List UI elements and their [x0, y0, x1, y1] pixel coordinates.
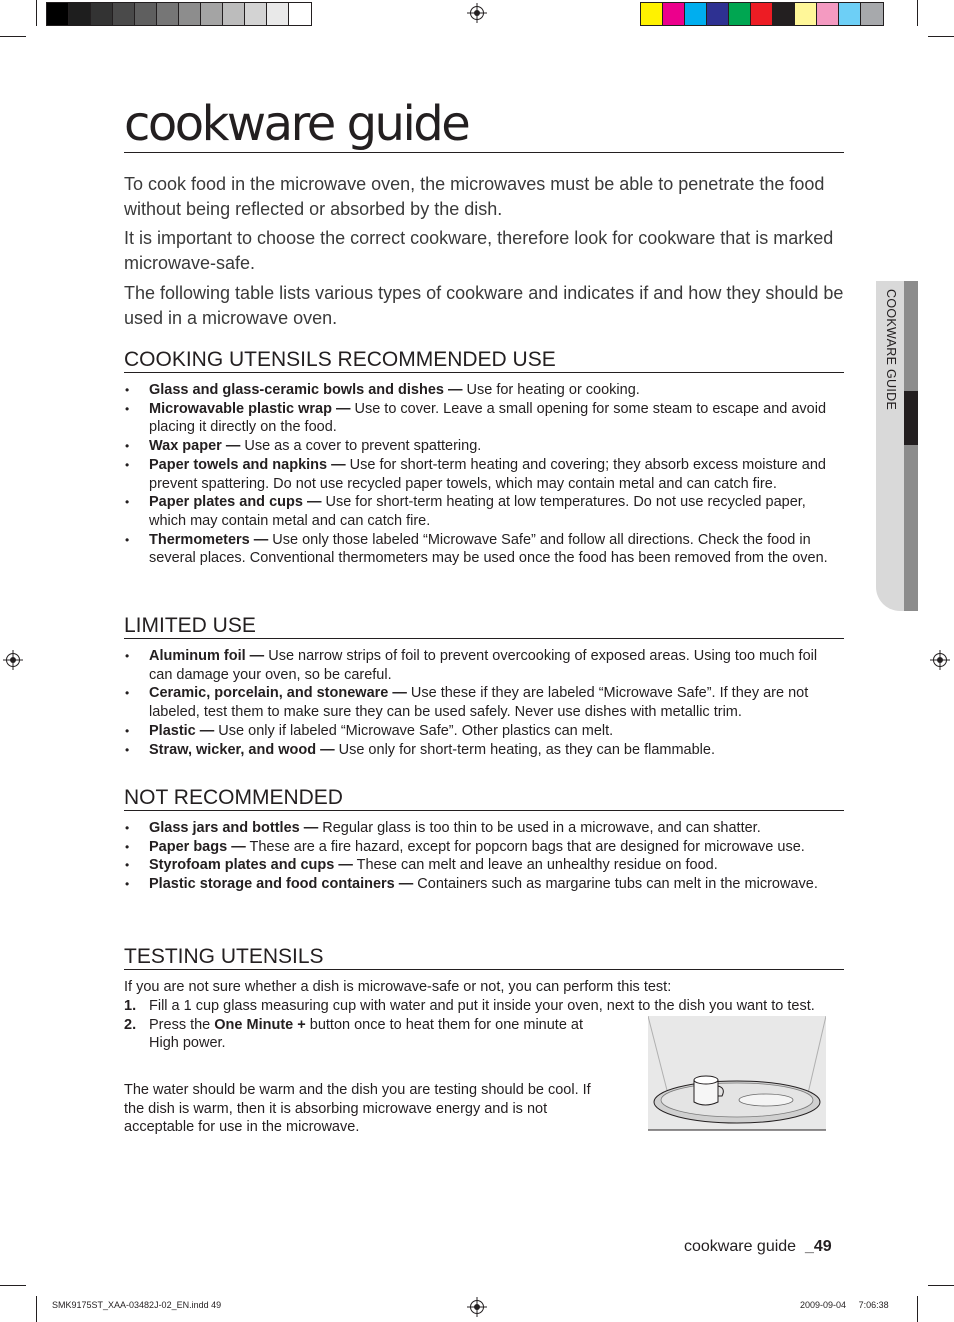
item-term: Plastic storage and food containers —	[149, 876, 414, 893]
section-heading-recommended: COOKING UTENSILS RECOMMENDED USE	[124, 347, 844, 373]
color-swatch	[729, 3, 751, 25]
item-text: These are a fire hazard, except for popcorn bags that are designed for microwave use.	[245, 838, 805, 855]
recommended-list	[124, 381, 844, 568]
registration-mark-icon	[467, 1297, 487, 1317]
list-item	[124, 437, 844, 456]
item-term: Wax paper —	[149, 438, 241, 455]
item-text: Use for heating or cooking.	[462, 382, 640, 398]
color-swatch	[861, 3, 883, 25]
step-text: Press the	[149, 1016, 215, 1033]
list-item	[124, 531, 844, 568]
bullet-icon: •	[125, 532, 130, 547]
list-item	[124, 856, 844, 875]
item-term: Glass and glass-ceramic bowls and dishes —	[149, 382, 463, 398]
color-swatch	[289, 3, 311, 25]
step-item	[124, 1016, 609, 1053]
crop-mark-bottom-left-v	[36, 1296, 37, 1322]
list-item	[124, 493, 844, 530]
side-tab-active-marker	[904, 391, 918, 445]
color-swatch	[223, 3, 245, 25]
list-item	[124, 400, 844, 437]
not-recommended-list	[124, 819, 844, 894]
registration-mark-icon	[3, 650, 23, 670]
side-tab-bar	[904, 281, 918, 611]
item-text: Use these if they are labeled “Microwave Safe”. If they are not labeled, test them to make sure they can be used safely. Never use dishes with metallic trim.	[149, 685, 809, 721]
list-item	[124, 456, 844, 493]
color-swatch	[47, 3, 69, 25]
item-text: Use only if labeled “Microwave Safe”. Other plastics can melt.	[214, 722, 614, 739]
step-number: 1.	[124, 998, 137, 1014]
item-text: Use as a cover to prevent spattering.	[240, 438, 482, 455]
crop-mark-bottom-right-v	[917, 1296, 918, 1322]
list-item	[124, 722, 844, 741]
step-item	[124, 997, 844, 1016]
page-folio	[684, 1238, 832, 1256]
color-swatch	[245, 3, 267, 25]
list-item	[124, 741, 844, 760]
bullet-icon: •	[125, 742, 130, 757]
list-item	[124, 875, 844, 894]
section-heading-limited: LIMITED USE	[124, 613, 844, 639]
bullet-icon: •	[125, 401, 130, 416]
color-swatch	[773, 3, 795, 25]
page-title-text: cookware guide	[124, 96, 469, 152]
bullet-icon: •	[125, 723, 130, 738]
color-swatch	[795, 3, 817, 25]
crop-mark-top-right-v	[917, 0, 918, 26]
bullet-icon: •	[125, 383, 130, 397]
color-swatch	[135, 3, 157, 25]
item-term: Paper towels and napkins —	[149, 456, 346, 473]
list-item	[124, 647, 844, 684]
intro-paragraph: To cook food in the microwave oven, the microwaves must be able to penetrate the food without being reflected or absorbed by the dish.	[124, 174, 825, 219]
microwave-turntable-illustration	[648, 1016, 826, 1132]
bullet-icon: •	[125, 858, 130, 873]
list-item	[124, 838, 844, 857]
color-swatch	[817, 3, 839, 25]
crop-mark-top-right-h	[928, 36, 954, 37]
list-item	[124, 684, 844, 721]
color-swatch	[685, 3, 707, 25]
file-slug: SMK9175ST_XAA-03482J-02_EN.indd 49	[52, 1300, 222, 1310]
item-term: Paper bags —	[149, 838, 246, 855]
item-term: Styrofoam plates and cups —	[149, 857, 353, 874]
intro-paragraph: It is important to choose the correct cookware, therefore look for cookware that is marked microwave-safe.	[124, 228, 834, 273]
bullet-icon: •	[125, 877, 130, 892]
section-heading-not-recommended: NOT RECOMMENDED	[124, 785, 844, 811]
color-swatch	[707, 3, 729, 25]
item-term: Aluminum foil —	[149, 648, 265, 664]
bullet-icon: •	[125, 439, 130, 454]
item-text: Use to cover. Leave a small opening for some steam to escape and avoid placing it directly on the food.	[149, 400, 827, 436]
item-term: Straw, wicker, and wood —	[149, 741, 335, 758]
color-swatch	[69, 3, 91, 25]
section-heading-testing: TESTING UTENSILS	[124, 944, 844, 970]
color-swatch	[91, 3, 113, 25]
crop-mark-bottom-right-h	[928, 1285, 954, 1286]
bullet-icon: •	[125, 457, 130, 472]
item-term: Microwavable plastic wrap —	[149, 400, 351, 417]
crop-mark-top-left-v	[36, 0, 37, 26]
item-text: Use only those labeled “Microwave Safe” and follow all directions. Check the food in several places. Conventional thermometers may be used once the food has been removed from the oven.	[149, 531, 828, 567]
print-date: 2009-09-04	[800, 1300, 847, 1310]
bullet-icon: •	[125, 686, 130, 701]
registration-mark-icon	[467, 3, 487, 23]
page-title	[124, 96, 844, 153]
print-time: 7:06:38	[858, 1300, 889, 1310]
color-swatch	[179, 3, 201, 25]
color-swatch	[663, 3, 685, 25]
side-tab-label: COOKWARE GUIDE	[884, 289, 898, 411]
crop-mark-top-left-h	[0, 36, 26, 37]
print-timestamp	[800, 1300, 889, 1310]
grayscale-color-bar	[46, 2, 312, 26]
color-swatch	[751, 3, 773, 25]
crop-mark-bottom-left-h	[0, 1285, 26, 1286]
item-term: Ceramic, porcelain, and stoneware —	[149, 685, 407, 702]
process-color-bar	[640, 2, 884, 26]
item-text: Use for short-term heating and covering; they absorb excess moisture and prevent spattering. Do not use recycled paper towels, which may contain metal and can catch fire.	[149, 456, 826, 492]
step-number: 2.	[124, 1016, 137, 1033]
bullet-icon: •	[125, 821, 130, 835]
item-text: Regular glass is too thin to be used in a microwave, and can shatter.	[318, 820, 761, 836]
button-name: One Minute +	[214, 1016, 306, 1033]
item-term: Paper plates and cups —	[149, 494, 322, 511]
item-term: Glass jars and bottles —	[149, 820, 319, 836]
testing-conclusion: The water should be warm and the dish you are testing should be cool. If the dish is warm, then it is absorbing microwave energy and is not acceptable for use in the microwave.	[124, 1082, 591, 1136]
bullet-icon: •	[125, 495, 130, 510]
step-text: Fill a 1 cup glass measuring cup with water and put it inside your oven, next to the dish you want to test.	[149, 998, 815, 1014]
color-swatch	[267, 3, 289, 25]
registration-mark-icon	[930, 650, 950, 670]
color-swatch	[157, 3, 179, 25]
item-text: Containers such as margarine tubs can melt in the microwave.	[413, 876, 818, 893]
item-text: Use for short-term heating at low temperatures. Do not use recycled paper, which may contain metal and can catch fire.	[149, 494, 806, 529]
item-text: Use narrow strips of foil to prevent overcooking of exposed areas. Using too much foil can damage your oven, so be careful.	[149, 648, 818, 683]
bullet-icon: •	[125, 839, 130, 854]
step-text: button once to heat them for one minute at High power.	[149, 1016, 584, 1052]
limited-list	[124, 647, 844, 759]
testing-lead: If you are not sure whether a dish is microwave-safe or not, you can perform this test:	[124, 979, 672, 995]
color-swatch	[201, 3, 223, 25]
item-term: Thermometers —	[149, 531, 269, 548]
color-swatch	[641, 3, 663, 25]
color-swatch	[113, 3, 135, 25]
list-item	[124, 819, 844, 838]
item-text: These can melt and leave an unhealthy residue on food.	[352, 857, 718, 874]
item-text: Use only for short-term heating, as they can be flammable.	[334, 741, 715, 758]
bullet-icon: •	[125, 649, 130, 663]
list-item	[124, 381, 844, 400]
item-term: Plastic —	[149, 722, 215, 739]
folio-section-name: cookware guide	[684, 1238, 797, 1255]
color-swatch	[839, 3, 861, 25]
intro-paragraph: The following table lists various types of cookware and indicates if and how they should be used in a microwave oven.	[124, 283, 844, 328]
page-number: _49	[804, 1238, 832, 1255]
